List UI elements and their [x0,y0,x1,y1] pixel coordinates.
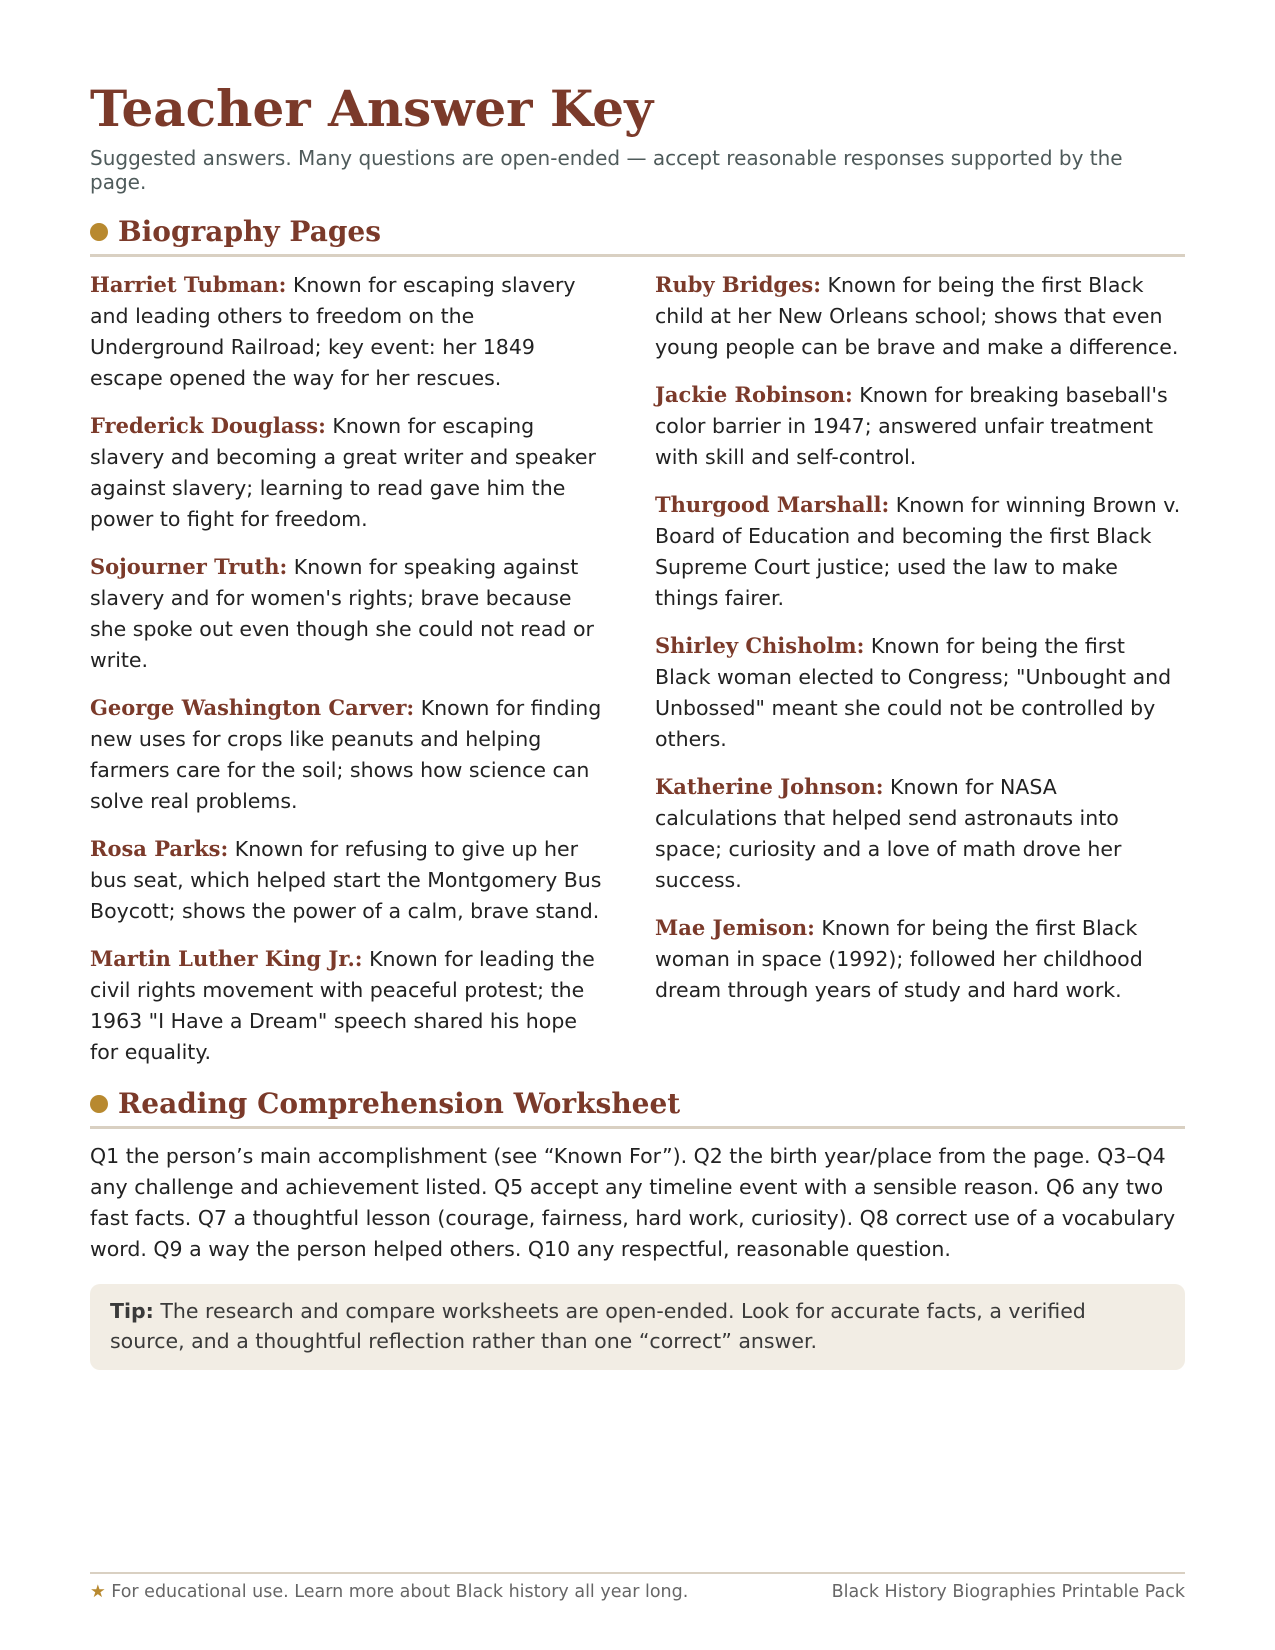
biography-entry [90,692,610,817]
biography-name: Frederick Douglass: [90,413,326,438]
tip-text: The research and compare worksheets are open-ended. Look for accurate facts, a verified source, and a thoughtful reflection rather than one “correct” answer. [110,1299,1086,1353]
page-footer [90,1572,1185,1602]
star-icon: ★ [90,1582,106,1602]
biography-name: Martin Luther King Jr.: [90,946,363,971]
tip-box [90,1284,1185,1370]
biography-name: Sojourner Truth: [90,554,288,579]
answer-key-page [90,78,1185,1370]
biography-entry [655,379,1185,473]
biography-entry [90,943,610,1068]
biography-text: Known for NASA calculations that helped send astronauts into space; curiosity and a love of math drove her success. [655,775,1122,892]
biography-name: Rosa Parks: [90,836,229,861]
biography-entry [90,410,610,535]
biography-text: Known for leading the civil rights movement with peaceful protest; the 1963 "I Have a Dream" speech shared his hope for equality. [90,947,595,1064]
biography-name: Ruby Bridges: [655,272,822,297]
biography-entry [655,771,1185,896]
reading-answers: Q1 the person’s main accomplishment (see “Known For”). Q2 the birth year/place from the page. Q3–Q4 any challenge and achievement listed. Q5 accept any timeline event with a sensible reason. Q6 any two fast facts. Q7 a thoughtful lesson (courage, fairness, hard work, curiosity). Q8 correct use of a vocabulary word. Q9 a way the person helped others. Q10 any respectful, reasonable question. [90,1144,1176,1261]
biography-entry [655,912,1185,1006]
biography-name: Harriet Tubman: [90,272,287,297]
biography-right-column [655,269,1185,1084]
biography-entry [655,489,1185,614]
biography-entry [90,833,610,927]
biography-entry [655,269,1185,363]
biography-columns [90,269,1185,1084]
biography-text: Known for breaking baseball's color barrier in 1947; answered unfair treatment with skill and self-control. [655,383,1168,469]
biography-name: Jackie Robinson: [655,382,853,407]
biography-text: Known for speaking against slavery and for women's rights; brave because she spoke out even though she could not read or write. [90,555,594,672]
biography-text: Known for escaping slavery and leading others to freedom on the Underground Railroad; key event: her 1849 escape opened the way for her rescues. [90,273,576,390]
biography-text: Known for winning Brown v. Board of Education and becoming the first Black Supreme Court justice; used the law to make things fairer. [655,493,1181,610]
biography-text: Known for finding new uses for crops like peanuts and helping farmers care for the soil; shows how science can solve real problems. [90,696,602,813]
biography-text: Known for refusing to give up her bus seat, which helped start the Montgomery Bus Boycott; shows the power of a calm, brave stand. [90,837,602,923]
tip-label: Tip: [110,1299,154,1323]
biography-name: Mae Jemison: [655,915,815,940]
page-title: Teacher Answer Key [90,79,654,138]
biography-entry [90,551,610,676]
biography-name: Thurgood Marshall: [655,492,890,517]
footer-right: Black History Biographies Printable Pack [831,1582,1185,1602]
section-title: Reading Comprehension Worksheet [118,1087,681,1120]
biography-text: Known for being the first Black woman in space (1992); followed her childhood dream through years of study and hard work. [655,916,1143,1002]
biography-section [90,214,1185,1084]
footer-note: For educational use. Learn more about Black history all year long. [105,1582,689,1602]
biography-entry [655,630,1185,755]
biography-text: Known for escaping slavery and becoming a great writer and speaker against slavery; learning to read gave him the power to fight for freedom. [90,414,596,531]
section-header [90,214,1185,257]
section-title: Biography Pages [118,215,382,248]
biography-name: Katherine Johnson: [655,774,884,799]
bullet-dot-icon [90,1095,108,1113]
reading-section [90,1086,1185,1265]
page-subtitle: Suggested answers. Many questions are open-ended — accept reasonable responses supported by the page. [90,146,1123,194]
bullet-dot-icon [90,223,108,241]
biography-name: George Washington Carver: [90,695,415,720]
biography-text: Known for being the first Black child at her New Orleans school; shows that even young people can be brave and make a difference. [655,273,1179,359]
footer-left [90,1582,688,1602]
biography-text: Known for being the first Black woman elected to Congress; "Unbought and Unbossed" meant she could not be controlled by others. [655,634,1172,751]
biography-entry [90,269,610,394]
section-header [90,1086,1185,1129]
biography-left-column [90,269,610,1084]
biography-name: Shirley Chisholm: [655,633,865,658]
